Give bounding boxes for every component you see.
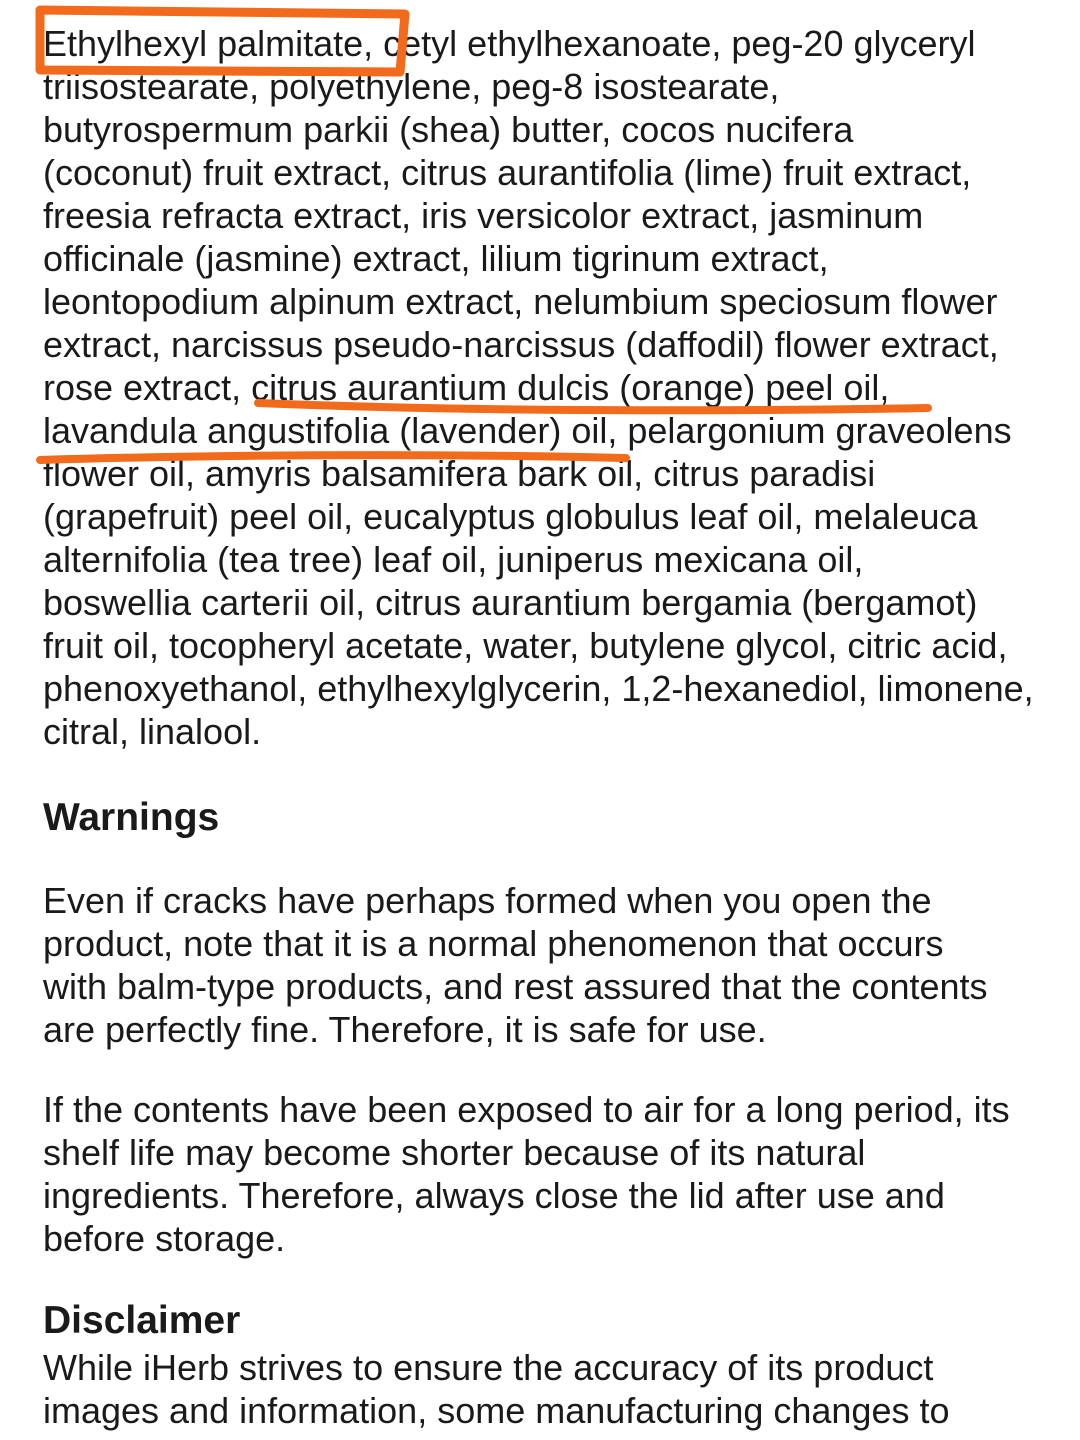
ingredients-line: phenoxyethanol, ethylhexylglycerin, 1,2-hexanediol, limonene, (43, 668, 1034, 709)
ingredients-line: rose extract, citrus aurantium dulcis (orange) peel oil, (43, 367, 890, 408)
ingredients-line: butyrospermum parkii (shea) butter, cocos nucifera (43, 109, 854, 150)
warnings-line: product, note that it is a normal phenomenon that occurs (43, 923, 944, 964)
ingredients-line: officinale (jasmine) extract, lilium tigrinum extract, (43, 238, 829, 279)
warnings-line: are perfectly fine. Therefore, it is safe for use. (43, 1009, 767, 1050)
ingredients-line: alternifolia (tea tree) leaf oil, juniperus mexicana oil, (43, 539, 864, 580)
ingredients-line: extract, narcissus pseudo-narcissus (daffodil) flower extract, (43, 324, 999, 365)
ingredients-line: citral, linalool. (43, 711, 262, 752)
warnings-line: Even if cracks have perhaps formed when you open the (43, 880, 932, 921)
ingredients-line: triisostearate, polyethylene, peg-8 isostearate, (43, 66, 780, 107)
warnings-paragraph (43, 879, 1043, 1051)
disclaimer-heading: Disclaimer (43, 1299, 241, 1342)
warnings-paragraph (43, 1088, 1043, 1260)
warnings-line: If the contents have been exposed to air for a long period, its (43, 1089, 1010, 1130)
disclaimer-line: images and information, some manufacturing changes to (43, 1390, 950, 1431)
disclaimer-paragraph (43, 1346, 1043, 1432)
ingredients-line: fruit oil, tocopheryl acetate, water, butylene glycol, citric acid, (43, 625, 1008, 666)
warnings-heading: Warnings (43, 796, 220, 839)
ingredients-line: (coconut) fruit extract, citrus aurantifolia (lime) fruit extract, (43, 152, 972, 193)
ingredients-line: flower oil, amyris balsamifera bark oil, citrus paradisi (43, 453, 876, 494)
ingredients-line: freesia refracta extract, iris versicolor extract, jasminum (43, 195, 924, 236)
ingredients-line: boswellia carterii oil, citrus aurantium bergamia (bergamot) (43, 582, 978, 623)
ingredients-line: Ethylhexyl palmitate, cetyl ethylhexanoate, peg-20 glyceryl (43, 23, 976, 64)
ingredients-line: lavandula angustifolia (lavender) oil, pelargonium graveolens (43, 410, 1012, 451)
warnings-line: shelf life may become shorter because of its natural (43, 1132, 866, 1173)
warnings-line: with balm-type products, and rest assured that the contents (43, 966, 988, 1007)
warnings-line: before storage. (43, 1218, 286, 1259)
disclaimer-line: While iHerb strives to ensure the accuracy of its product (43, 1347, 934, 1388)
product-details-content (43, 22, 1043, 1432)
ingredients-line: (grapefruit) peel oil, eucalyptus globulus leaf oil, melaleuca (43, 496, 978, 537)
ingredients-line: leontopodium alpinum extract, nelumbium speciosum flower (43, 281, 998, 322)
warnings-line: ingredients. Therefore, always close the lid after use and (43, 1175, 945, 1216)
ingredients-list (43, 22, 1043, 753)
